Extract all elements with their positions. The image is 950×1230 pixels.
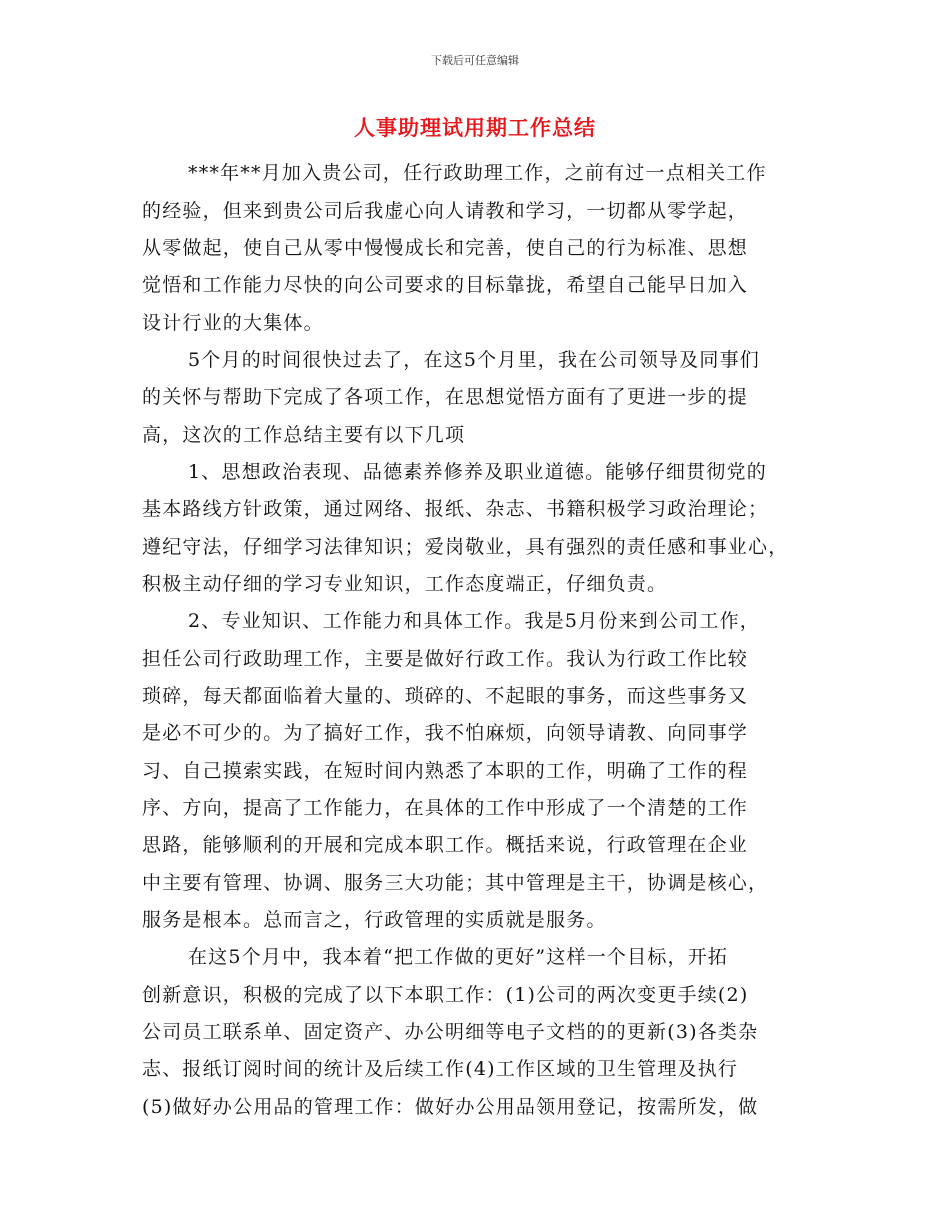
paragraph-line: 基本路线方针政策，通过网络、报纸、杂志、书籍积极学习政治理论； — [142, 498, 769, 520]
paragraph-line: 从零做起，使自己从零中慢慢成长和完善，使自己的行为标准、思想 — [142, 237, 749, 259]
paragraph-line: 习、自己摸索实践，在短时间内熟悉了本职的工作，明确了工作的程 — [142, 760, 749, 782]
paragraph-line: 2、专业知识、工作能力和具体工作。我是5月份来到公司工作， — [188, 610, 760, 632]
paragraph-line: 遵纪守法，仔细学习法律知识；爱岗敬业，具有强烈的责任感和事业心， — [142, 536, 789, 558]
paragraph-line: 1、思想政治表现、品德素养修养及职业道德。能够仔细贯彻党的 — [188, 461, 767, 483]
paragraph-line: 高，这次的工作总结主要有以下几项 — [142, 424, 466, 446]
paragraph-line: ***年**月加入贵公司，任行政助理工作，之前有过一点相关工作 — [188, 162, 767, 184]
paragraph-line: 的关怀与帮助下完成了各项工作，在思想觉悟方面有了更进一步的提 — [142, 386, 749, 408]
paragraph-line: 在这5个月中，我本着“把工作做的更好”这样一个目标，开拓 — [188, 946, 729, 968]
paragraph-line: 思路，能够顺利的开展和完成本职工作。概括来说，行政管理在企业 — [142, 834, 749, 856]
header-note: 下载后可任意编辑 — [431, 54, 519, 67]
paragraph-line: 中主要有管理、协调、服务三大功能；其中管理是主干，协调是核心， — [142, 872, 769, 894]
paragraph-line: 担任公司行政助理工作，主要是做好行政工作。我认为行政工作比较 — [142, 648, 749, 670]
paragraph-line: 琐碎，每天都面临着大量的、琐碎的、不起眼的事务，而这些事务又 — [142, 685, 749, 707]
paragraph-line: 的经验，但来到贵公司后我虚心向人请教和学习，一切都从零学起， — [142, 200, 749, 222]
paragraph-line: 服务是根本。总而言之，行政管理的实质就是服务。 — [142, 909, 607, 931]
paragraph-line: 公司员工联系单、固定资产、办公明细等电子文档的的更新(3)各类杂 — [142, 1021, 759, 1043]
paragraph-line: 志、报纸订阅时间的统计及后续工作(4)工作区域的卫生管理及执行 — [142, 1058, 739, 1080]
paragraph-line: 是必不可少的。为了搞好工作，我不怕麻烦，向领导请教、向同事学 — [142, 722, 749, 744]
paragraph-line: 创新意识，积极的完成了以下本职工作：(1)公司的两次变更手续(2) — [142, 984, 749, 1006]
paragraph-line: 设计行业的大集体。 — [142, 312, 324, 334]
paragraph-line: 觉悟和工作能力尽快的向公司要求的目标靠拢，希望自己能早日加入 — [142, 274, 749, 296]
paragraph-line: 积极主动仔细的学习专业知识，工作态度端正，仔细负责。 — [142, 573, 668, 595]
paragraph-line: 序、方向，提高了工作能力，在具体的工作中形成了一个清楚的工作 — [142, 797, 749, 819]
paragraph-line: 5个月的时间很快过去了，在这5个月里，我在公司领导及同事们 — [188, 349, 760, 371]
paragraph-line: (5)做好办公用品的管理工作：做好办公用品领用登记，按需所发，做 — [142, 1096, 759, 1118]
document-title: 人事助理试用期工作总结 — [354, 116, 596, 140]
